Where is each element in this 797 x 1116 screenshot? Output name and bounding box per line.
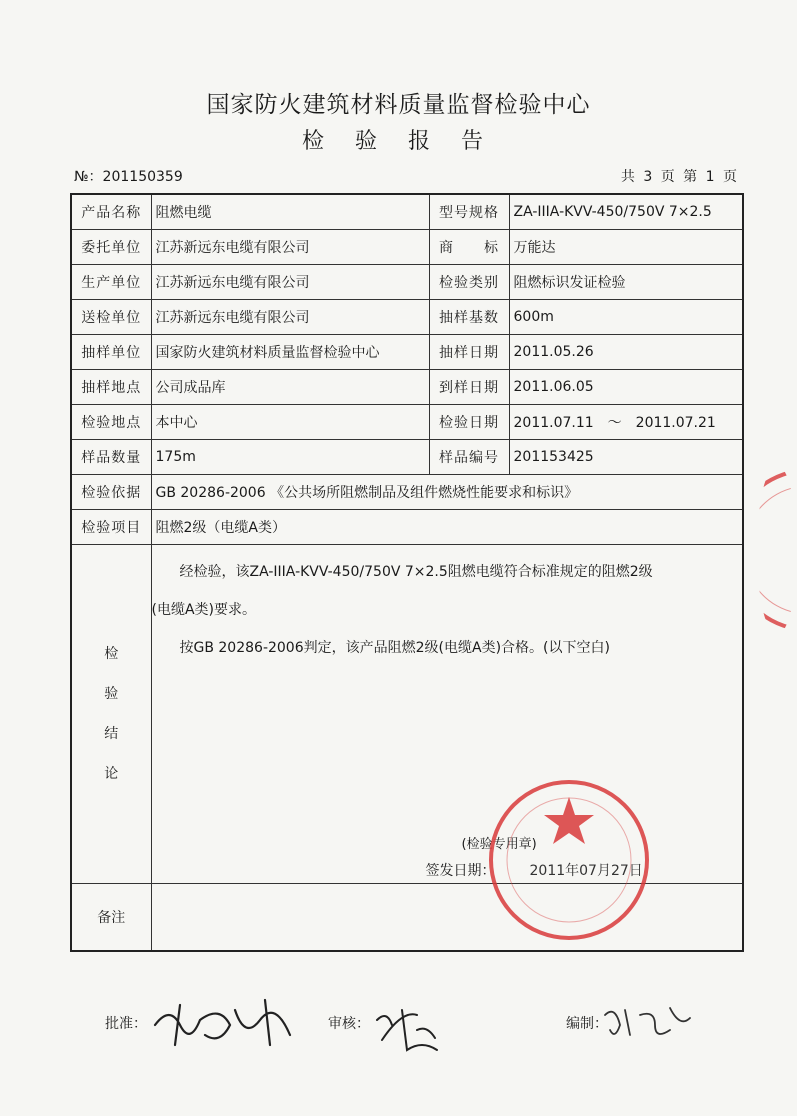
table-row (71, 405, 743, 440)
remark-value (151, 884, 743, 952)
conclusion-label-char: 验 (104, 686, 119, 702)
field-value: 公司成品库 (151, 370, 429, 405)
field-value: 2011.05.26 (509, 335, 743, 370)
report-number: №：201150359 (74, 169, 183, 185)
field-label: 抽样日期 (429, 335, 509, 370)
table-row (71, 475, 743, 510)
table-row (71, 440, 743, 475)
remark-label: 备注 (71, 884, 151, 952)
field-value: 阻燃标识发证检验 (509, 265, 743, 300)
conclusion-line: 经检验，该ZA-IIIA-KVV-450/750V 7×2.5阻燃电缆符合标准规定的阻燃2级 (179, 564, 653, 580)
field-label: 型号规格 (429, 194, 509, 230)
table-row (71, 335, 743, 370)
field-label: 送检单位 (71, 300, 151, 335)
field-value: 江苏新远东电缆有限公司 (151, 300, 429, 335)
table-row (71, 194, 743, 230)
conclusion-body (151, 545, 743, 884)
approver-signature (150, 995, 300, 1055)
basis-label: 检验依据 (71, 475, 151, 510)
field-value: 2011.06.05 (509, 370, 743, 405)
report-title: 检 验 报 告 (302, 129, 495, 154)
field-value: 2011.07.11 ～ 2011.07.21 (509, 405, 743, 440)
editor-signature (600, 1000, 695, 1045)
issue-date: 2011年07月27日 (529, 863, 643, 879)
field-label: 抽样单位 (71, 335, 151, 370)
field-value: ZA-IIIA-KVV-450/750V 7×2.5 (509, 194, 743, 230)
field-label: 委托单位 (71, 230, 151, 265)
field-label: 生产单位 (71, 265, 151, 300)
conclusion-line: 按GB 20286-2006判定，该产品阻燃2级(电缆A类)合格。(以下空白) (179, 640, 610, 656)
reviewer-signature (372, 1000, 442, 1055)
table-row (71, 370, 743, 405)
field-label: 样品数量 (71, 440, 151, 475)
approve-label: 批准： (105, 1016, 147, 1032)
field-label: 到样日期 (429, 370, 509, 405)
field-value: 江苏新远东电缆有限公司 (151, 265, 429, 300)
edit-label: 编制： (566, 1016, 608, 1032)
conclusion-label-char: 结 (104, 726, 119, 742)
field-label: 检验类别 (429, 265, 509, 300)
partial-seal-icon (757, 465, 797, 635)
field-label: 抽样地点 (71, 370, 151, 405)
org-title: 国家防火建筑材料质量监督检验中心 (206, 92, 591, 118)
field-value: 本中心 (151, 405, 429, 440)
field-label: 检验地点 (71, 405, 151, 440)
field-value: 江苏新远东电缆有限公司 (151, 230, 429, 265)
field-label: 抽样基数 (429, 300, 509, 335)
issue-date-label: 签发日期： (425, 863, 496, 879)
field-value: 万能达 (509, 230, 743, 265)
table-row (71, 265, 743, 300)
table-row (71, 510, 743, 545)
inspection-seal-icon (484, 775, 654, 945)
stamp-caption: (检验专用章) (461, 837, 537, 852)
field-value: 国家防火建筑材料质量监督检验中心 (151, 335, 429, 370)
page-count: 共 3 页 第 1 页 (620, 169, 739, 185)
conclusion-line: (电缆A类)要求。 (151, 602, 257, 618)
field-value: 175m (151, 440, 429, 475)
conclusion-label (71, 545, 151, 884)
field-label: 检验日期 (429, 405, 509, 440)
field-value: 600m (509, 300, 743, 335)
field-value: 201153425 (509, 440, 743, 475)
field-label: 商 标 (429, 230, 509, 265)
review-label: 审核： (328, 1016, 370, 1032)
item-value: 阻燃2级（电缆A类） (151, 510, 743, 545)
item-label: 检验项目 (71, 510, 151, 545)
field-label: 样品编号 (429, 440, 509, 475)
table-row (71, 230, 743, 265)
conclusion-label-char: 检 (104, 646, 119, 662)
conclusion-label-char: 论 (104, 766, 119, 782)
basis-value: GB 20286-2006 《公共场所阻燃制品及组件燃烧性能要求和标识》 (151, 475, 743, 510)
field-label: 产品名称 (71, 194, 151, 230)
field-value: 阻燃电缆 (151, 194, 429, 230)
table-row (71, 300, 743, 335)
